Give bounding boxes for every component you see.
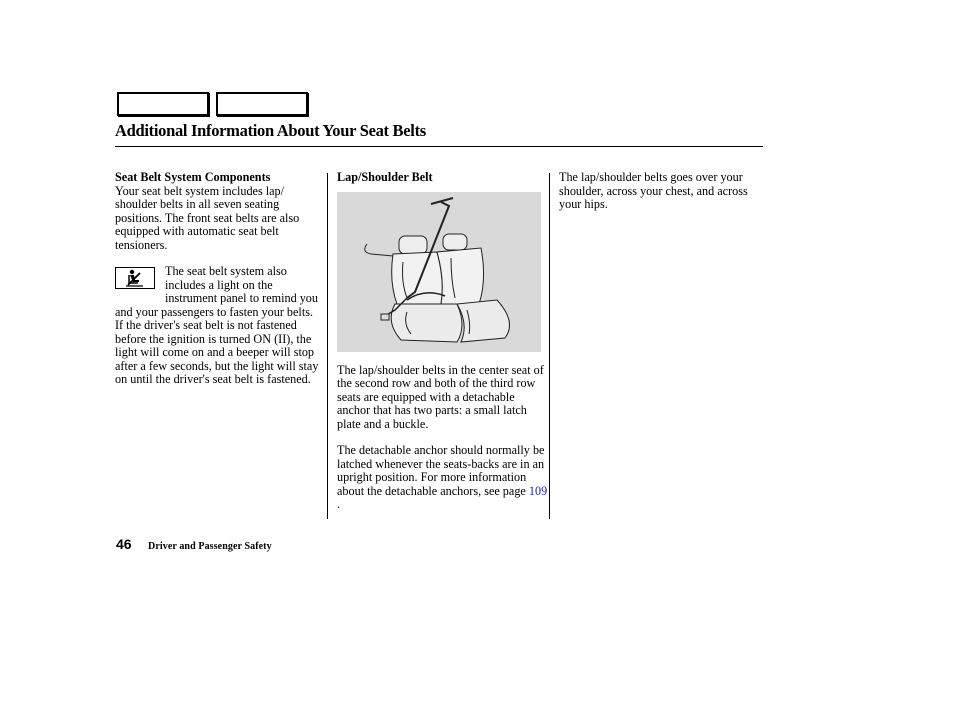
column-lap-shoulder-belt — [337, 171, 549, 512]
paragraph-text: The detachable anchor should normally be latched whenever the seats-backs are in an upright position. For more information about the detachable anchors, see page — [337, 443, 545, 498]
paragraph-end: . — [337, 497, 341, 511]
next-page-button[interactable] — [216, 92, 308, 116]
column-belt-routing — [559, 171, 759, 212]
column-seat-belt-components — [115, 171, 319, 387]
seat-belt-reminder-icon — [115, 267, 155, 289]
paragraph — [337, 444, 549, 512]
section-heading: Lap/Shoulder Belt — [337, 170, 433, 184]
paragraph: The seat belt system also includes a light on the instrument panel to remind you and your passengers to fasten your belts. If the driver's seat belt is not fastened before the ignition is turned ON (II), the light will come on and a beeper will stop after a few seconds, but the light will stay on until the driver's seat belt is fastened. — [115, 264, 319, 386]
reminder-paragraph — [115, 265, 319, 387]
page-title: Additional Information About Your Seat Belts — [115, 121, 426, 140]
page-number: 46 — [116, 536, 132, 552]
paragraph: The lap/shoulder belts in the center seat of the second row and both of the third row seats are equipped with a detachable anchor that has two parts: a small latch plate and a buckle. — [337, 362, 544, 431]
paragraph: Your seat belt system includes lap/ shoulder belts in all seven seating positions. The front seat belts are also equipped with automatic seat belt tensioners. — [115, 183, 300, 252]
section-heading: Seat Belt System Components — [115, 170, 271, 184]
footer-section-title: Driver and Passenger Safety — [148, 541, 272, 552]
title-divider — [115, 146, 763, 147]
column-divider — [327, 173, 328, 519]
page-link-109[interactable]: 109 — [528, 483, 548, 498]
paragraph: The lap/shoulder belts goes over your shoulder, across your chest, and across your hips. — [559, 170, 748, 211]
rear-seat-belt-illustration — [337, 192, 541, 352]
column-divider — [549, 173, 550, 519]
previous-page-button[interactable] — [117, 92, 209, 116]
